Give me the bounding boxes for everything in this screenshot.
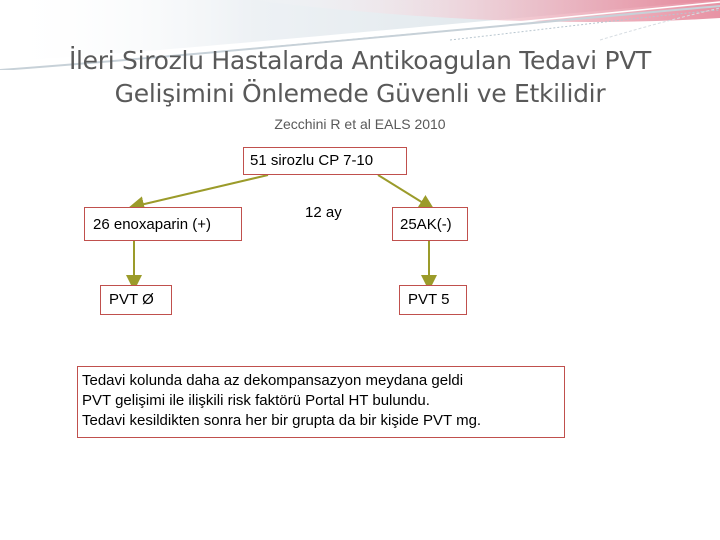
title-line-1: İleri Sirozlu Hastalarda Antikoagulan Tedavi PVT — [68, 46, 652, 75]
left-branch-label: 26 enoxaparin (+) — [93, 216, 211, 233]
left-result-node — [100, 285, 172, 315]
right-result-label: PVT 5 — [408, 291, 450, 308]
right-branch-label: 25AK(-) — [400, 216, 452, 233]
left-branch-node — [84, 207, 242, 241]
right-result-node — [399, 285, 467, 315]
root-node-label: 51 sirozlu CP 7-10 — [250, 152, 374, 169]
duration-label: 12 ay — [305, 204, 342, 221]
root-node — [243, 147, 407, 175]
left-result-label: PVT Ø — [109, 291, 154, 308]
note-line-2: PVT gelişimi ile ilişkili risk faktörü Portal HT bulundu. — [82, 392, 430, 409]
right-branch-node — [392, 207, 468, 241]
connector-root-left — [136, 175, 268, 206]
connector-root-right — [378, 175, 428, 206]
citation: Zecchini R et al EALS 2010 — [274, 116, 446, 132]
note-line-3: Tedavi kesildikten sonra her bir grupta da bir kişide PVT mg. — [82, 412, 482, 429]
note-line-1: Tedavi kolunda daha az dekompansazyon meydana geldi — [82, 372, 464, 389]
title-line-2: Gelişimini Önlemede Güvenli ve Etkilidir — [114, 79, 606, 108]
findings-note — [77, 366, 565, 438]
